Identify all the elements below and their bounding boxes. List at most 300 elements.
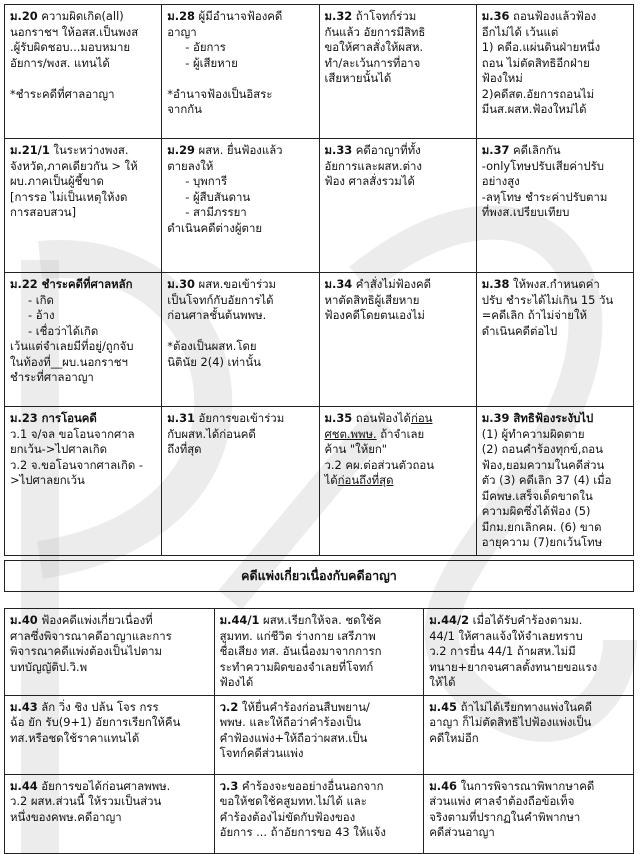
note-line: [482, 25, 628, 41]
note-line: [167, 40, 313, 56]
note-line: [482, 308, 628, 324]
note-line: [429, 825, 628, 841]
note-text: อาญา ก็ไม่ตัดสิทธิไปฟ้องแพ่งเป็น: [429, 715, 592, 729]
note-line: [482, 159, 628, 175]
note-line: [482, 324, 628, 340]
section-number: ม.36: [481, 9, 510, 23]
note-text: ฟ้องคดีโดยตนเองไม่: [324, 308, 425, 322]
note-text: - อ้าง: [28, 308, 55, 322]
section-number: ม.40: [10, 613, 38, 627]
note-line: [10, 205, 156, 221]
note-text: ถ้าโจทก์ร่วม: [352, 9, 417, 23]
note-line: [10, 370, 156, 386]
note-text: มีนส.ผสห.ฟ้องใหม่ได้: [481, 102, 587, 116]
note-text: .ผู้รับผิดชอบ...มอบหมาย: [10, 40, 131, 54]
note-line: [325, 442, 471, 458]
note-line: [10, 794, 209, 810]
note-text: (2) ถอนคำร้องทุกข์,ถอน: [481, 442, 603, 456]
note-line: [10, 339, 156, 355]
note-text: ฟ้องใหม่: [481, 71, 523, 85]
note-text: [การรอ ไม่เป็นเหตุให้งด: [10, 189, 128, 204]
note-text: 2)คดีสต.อัยการถอนไม่: [481, 86, 595, 101]
note-line: [10, 143, 156, 159]
note-text: มีกม.ยกเลิกคผ. (6) ขาด: [481, 519, 602, 534]
note-text: นิตินัย 2(4) เท่านั้น: [167, 354, 261, 369]
note-line: [10, 174, 156, 190]
note-text: กับผสห.ได้ก่อนคดี: [167, 426, 256, 441]
note-text: - บุพการี: [185, 174, 228, 188]
note-line: [482, 56, 628, 72]
note-text: ชื่อเสียง ทส. อันเนื่องมาจากการก: [219, 644, 382, 658]
note-cell: [319, 5, 476, 139]
note-text: ฟ้อง ศาลสั่งรวมได้: [324, 174, 415, 188]
note-text: [167, 324, 171, 338]
table-row: [5, 5, 634, 139]
note-line: [10, 427, 156, 443]
note-text: เมื่อได้รับคำร้องตามม.: [469, 613, 583, 627]
section-number: ม.21/1: [10, 143, 50, 157]
note-text: สูมทท. แก่ชีวิต ร่างกาย เสรีภาพ: [219, 628, 376, 643]
note-line: [482, 442, 628, 458]
note-line: [220, 629, 419, 645]
note-line: [482, 489, 628, 505]
note-line: [482, 9, 628, 25]
note-line: [167, 143, 313, 159]
note-cell: [424, 774, 634, 853]
note-text: ถ้าจำเลย: [376, 426, 425, 441]
note-text: ตัว (3) คดีเลิก 37 (4) เมื่อ: [481, 473, 612, 487]
note-line: [482, 458, 628, 474]
note-line: [482, 205, 628, 221]
note-text: คดีเลิกกัน: [509, 143, 561, 157]
note-text: มีคพษ.เสร็จเด็ดขาดใน: [481, 488, 593, 503]
note-line: [10, 779, 209, 795]
underlined-text: ก่อน: [410, 411, 433, 425]
note-text: คำร้องต้องไม่ขัดกับฟ้องของ: [219, 809, 356, 824]
note-line: [482, 87, 628, 103]
note-text: ให้ยื่นคำร้องก่อนสืบพยาน/: [238, 699, 370, 714]
note-cell: [476, 5, 633, 139]
note-line: [10, 277, 156, 293]
note-line: [167, 221, 313, 237]
note-line: [482, 143, 628, 159]
note-line: [325, 143, 471, 159]
note-text: ว.2 จ.ขอโอนจากศาลเกิด -: [10, 457, 144, 472]
note-line: [325, 277, 471, 293]
note-line: [325, 25, 471, 41]
note-cell: [214, 609, 424, 696]
note-cell: [5, 695, 215, 774]
section-number: ม.37: [481, 143, 510, 157]
note-cell: [319, 139, 476, 273]
note-cell: [162, 273, 319, 407]
note-text: ชำระที่ศาลอาญา: [10, 370, 94, 384]
note-text: ศาลซึ่งพิจารณาคดีอาญาและการ: [10, 628, 172, 643]
note-line: [482, 190, 628, 206]
note-text: [167, 71, 171, 85]
note-line: [167, 159, 313, 175]
section-number: ม.32: [324, 9, 353, 23]
note-text: ได้: [324, 473, 338, 487]
section-number: ม.39: [481, 411, 510, 425]
note-line: [220, 746, 419, 762]
note-line: [482, 520, 628, 536]
note-line: [325, 71, 471, 87]
note-text: อัยการขอได้ก่อนศาลพพษ.: [37, 778, 171, 793]
note-line: [482, 102, 628, 118]
note-text: อีกไม่ได้ เว้นแต่: [481, 24, 559, 39]
note-text: ว.2 การยื่น 44/1 ถ้าผสห.ไม่มี: [429, 644, 576, 658]
table-row: [5, 695, 634, 774]
note-cell: [5, 5, 162, 139]
note-line: [482, 40, 628, 56]
note-text: -ลหุโทษ ชำระค่าปรับตาม: [481, 189, 608, 204]
section-number: ม.20: [10, 9, 38, 23]
note-line: [482, 427, 628, 443]
note-text: ให้พงส.กำหนดค่า: [509, 277, 600, 291]
note-line: [429, 644, 628, 660]
note-line: [167, 71, 313, 87]
note-line: [482, 473, 628, 489]
note-line: [429, 779, 628, 795]
note-line: [429, 731, 628, 747]
note-line: [167, 190, 313, 206]
note-line: [482, 293, 628, 309]
section-number: ม.22: [10, 277, 38, 291]
note-line: [220, 644, 419, 660]
note-text: ค้าน "ให้ยก": [324, 442, 388, 456]
note-cell: [5, 139, 162, 273]
note-line: [482, 535, 628, 551]
note-cell: [5, 774, 215, 853]
note-text: ทำ/ละเว้นการที่อาจ: [324, 55, 421, 70]
note-text: ในท้องที่__ผบ.นอกราชฯ: [10, 354, 128, 369]
note-text: 44/1 ให้ศาลแจ้งให้จำเลยทราบ: [429, 628, 583, 643]
note-line: [10, 715, 209, 731]
note-line: [325, 159, 471, 175]
note-line: [167, 411, 313, 427]
note-line: [429, 660, 628, 676]
note-line: [10, 411, 156, 427]
section-number: ม.44/2: [429, 613, 470, 627]
note-text: ผสห. ยื่นฟ้องแล้ว: [194, 143, 283, 157]
note-line: [429, 715, 628, 731]
note-text: ถอนฟ้องได้: [352, 411, 411, 425]
note-text: จากกัน: [167, 102, 202, 116]
section-number: ม.34: [324, 277, 353, 291]
note-text: ฉ้อ ยัก รับ(9+1) อัยการเรียกให้คืน: [10, 715, 181, 729]
note-line: [220, 810, 419, 826]
note-line: [220, 794, 419, 810]
note-line: [10, 87, 156, 103]
note-line: [325, 174, 471, 190]
note-text: จังหวัด,ภาคเดียวกัน > ให้: [10, 158, 138, 173]
note-text: ความผิดเกิด(all): [37, 9, 124, 23]
note-cell: [5, 609, 215, 696]
note-text: คำสั่งไม่ฟ้องคดี: [352, 277, 432, 291]
note-line: [167, 174, 313, 190]
note-text: เป็นโจทก์กับอัยการได้: [167, 292, 274, 307]
note-text: ผสห.เรียกให้จล. ชดใช้ค: [259, 613, 382, 627]
note-line: [429, 700, 628, 716]
section-number: ม.45: [429, 699, 457, 714]
note-line: [325, 458, 471, 474]
note-text: อัยการ/พงส. แทนได้: [10, 55, 110, 70]
note-text: ถอน ไม่ตัดสิทธิอีกฝ่าย: [481, 55, 590, 70]
note-text: ฟ้องได้: [219, 675, 254, 689]
note-text: ดำเนินคดีต่อไป: [481, 323, 558, 338]
note-text: ว.2 คผ.ต่อส่วนตัวถอน: [324, 457, 434, 472]
note-text: นอกราชฯ ให้อสส.เป็นพงส: [10, 24, 139, 39]
note-line: [220, 731, 419, 747]
note-line: [220, 660, 419, 676]
note-text: ความผิดซึ่งได้ฟ้อง (5): [481, 504, 591, 518]
note-cell: [424, 695, 634, 774]
note-line: [220, 715, 419, 731]
note-line: [10, 613, 209, 629]
note-line: [482, 411, 628, 427]
note-text: เสียหายนั้นได้: [324, 71, 392, 85]
note-text: ขอให้ศาลสั่งให้ผสห.: [324, 40, 424, 54]
note-line: [429, 613, 628, 629]
note-line: [167, 293, 313, 309]
section-title: คดีแพ่งเกี่ยวเนื่องกับคดีอาญา: [4, 560, 634, 592]
note-line: [220, 613, 419, 629]
note-text: ฟ้องคดีแพ่งเกี่ยวเนื่องที่: [37, 613, 153, 627]
note-text: คดีใหม่อีก: [429, 730, 479, 745]
note-cell: [319, 407, 476, 556]
note-text: คดีอาญาที่ทั้ง: [352, 143, 421, 157]
note-text: อายุความ (7)ยกเว้นโทษ: [481, 535, 603, 549]
underlined-text: ก่อนถึงที่สุด: [337, 473, 394, 487]
note-line: [167, 87, 313, 103]
note-line: [167, 25, 313, 41]
note-cell: [476, 273, 633, 407]
note-line: [482, 277, 628, 293]
note-text: หนึ่งของคพษ.คดีอาญา: [10, 809, 122, 824]
table-row: [5, 407, 634, 556]
note-text: ถึงที่สุด: [167, 442, 202, 456]
note-text: หาตัดสิทธิผู้เสียหาย: [324, 292, 420, 307]
note-line: [10, 159, 156, 175]
note-line: [10, 190, 156, 206]
note-text: *อำนาจฟ้องเป็นอิสระ: [167, 86, 273, 101]
note-line: [325, 56, 471, 72]
note-line: [10, 629, 209, 645]
note-line: [325, 308, 471, 324]
note-line: [167, 308, 313, 324]
note-text: ส่วนแพ่ง ศาลจำต้องถือข้อเท็จ: [429, 794, 575, 808]
note-text: คดีส่วนอาญา: [429, 825, 495, 839]
note-line: [325, 473, 471, 489]
note-text: =คดีเลิก ถ้าไม่จ่ายให้: [481, 308, 588, 322]
note-cell: [319, 273, 476, 407]
note-text: - ผู้สืบสันดาน: [185, 189, 251, 204]
table-row: [5, 139, 634, 273]
note-text: ขอให้ชดใช้คสูมทท.ไม่ได้ และ: [219, 794, 367, 808]
section-number: ม.33: [324, 143, 353, 157]
note-text: ถ้าไม่ได้เรียกทางแพ่งในคดี: [456, 699, 593, 714]
note-line: [10, 644, 209, 660]
note-text: (1) ผู้ทำความผิดตาย: [481, 426, 585, 441]
note-line: [167, 324, 313, 340]
note-line: [220, 779, 419, 795]
note-line: [429, 794, 628, 810]
note-text: ปรับ ชำระได้ไม่เกิน 15 วัน: [481, 292, 614, 307]
note-line: [220, 700, 419, 716]
note-line: [167, 205, 313, 221]
note-text: ศชต.พพษ.: [324, 426, 377, 441]
note-text: ผบ.ภาคเป็นผู้ชี้ขาด: [10, 174, 104, 188]
note-text: - เชื่อว่าได้เกิด: [28, 323, 99, 338]
note-text: ระทำความผิดของจำเลยที่โจทก์: [219, 659, 374, 674]
note-line: [10, 25, 156, 41]
section-number: ม.46: [429, 778, 457, 793]
note-text: อัยการ ... ถ้าอัยการขอ 43 ให้แจ้ง: [219, 825, 386, 839]
note-text: อัยการและผสห.ต่าง: [324, 158, 422, 173]
note-text: ดำเนินคดีต่างผู้ตาย: [167, 220, 263, 235]
note-line: [167, 427, 313, 443]
note-text: - ผู้เสียหาย: [185, 55, 238, 70]
section-number: ม.28: [167, 9, 195, 23]
table-row: [5, 609, 634, 696]
note-cell: [5, 407, 162, 556]
note-line: [10, 700, 209, 716]
note-cell: [214, 774, 424, 853]
note-text: *ต้องเป็นผสห.โดย: [167, 339, 257, 353]
note-text: ในระหว่างพงส.: [49, 143, 129, 157]
note-text: >ไปศาลยกเว้น: [10, 473, 85, 487]
section-number: ม.31: [167, 411, 195, 425]
note-cell: [424, 609, 634, 696]
note-line: [325, 9, 471, 25]
note-line: [167, 56, 313, 72]
note-text: พิจารณาคดีแพ่งต้องเป็นไปตาม: [10, 644, 163, 658]
note-text: คำร้องจะขออย่างอื่นนอกจาก: [238, 778, 384, 793]
note-line: [10, 293, 156, 309]
note-text: อาญา: [167, 24, 197, 39]
note-cell: [476, 139, 633, 273]
note-line: [167, 339, 313, 355]
note-cell: [476, 407, 633, 556]
note-cell: [5, 273, 162, 407]
section-number: ม.43: [10, 699, 38, 714]
note-text: ให้ได้: [429, 675, 456, 689]
section-number: ว.2: [219, 699, 239, 714]
note-text: ว.1 จ/จล ขอโอนจากศาล: [10, 426, 135, 441]
note-line: [220, 825, 419, 841]
section-number: ม.23: [10, 411, 38, 425]
note-text: ถอนฟ้องแล้วฟ้อง: [509, 9, 597, 23]
note-line: [10, 473, 156, 489]
note-line: [10, 442, 156, 458]
table-row: [5, 273, 634, 407]
note-text: ก่อนศาลชั้นต้นพพษ.: [167, 308, 267, 322]
note-line: [325, 293, 471, 309]
note-text: อัยการขอเข้าร่วม: [194, 411, 285, 425]
note-text: ชำระคดีที่ศาลหลัก: [37, 277, 133, 291]
note-text: 1) คดีอ.แผ่นดินฝ่ายหนึ่ง: [481, 40, 601, 54]
note-line: [10, 355, 156, 371]
note-line: [167, 442, 313, 458]
note-text: - เกิด: [28, 292, 54, 307]
note-cell: [162, 407, 319, 556]
note-text: -onlyโทษปรับเสียค่าปรับ: [481, 158, 604, 173]
note-cell: [214, 695, 424, 774]
section-number: ม.44/1: [219, 613, 260, 627]
note-text: ตายลงให้: [167, 158, 214, 173]
note-text: ฟ้อง,ยอมความในคดีส่วน: [481, 457, 605, 472]
note-text: จริงตามที่ปรากฏในคำพิพากษา: [429, 809, 581, 824]
note-text: ทนาย+ยากจนศาลตั้งทนายขอแรง: [429, 659, 598, 674]
note-text: *ชำระคดีที่ศาลอาญา: [10, 86, 115, 101]
note-line: [10, 40, 156, 56]
note-line: [167, 102, 313, 118]
note-line: [10, 324, 156, 340]
note-cell: [162, 5, 319, 139]
note-line: [10, 308, 156, 324]
note-line: [429, 810, 628, 826]
note-line: [482, 174, 628, 190]
note-text: - สามีภรรยา: [185, 205, 247, 219]
note-text: อย่างสูง: [481, 174, 520, 188]
note-text: การโอนคดี: [37, 411, 97, 425]
section-number: ม.38: [481, 277, 510, 291]
note-text: ทส.หรือชดใช้ราคาแทนได้: [10, 730, 140, 745]
note-line: [482, 71, 628, 87]
note-text: คำฟ้องแพ่ง+ให้ถือว่าผสห.เป็น: [219, 730, 368, 745]
section-number: ม.44: [10, 778, 38, 793]
section-number: ม.30: [167, 277, 195, 291]
top-notes-table: [4, 4, 634, 556]
note-text: การสอบสวน]: [10, 205, 77, 219]
note-text: ผสห.ขอเข้าร่วม: [194, 277, 277, 291]
note-line: [325, 427, 471, 443]
note-line: [167, 277, 313, 293]
section-number: ว.3: [219, 778, 239, 793]
note-text: โจทก์คดีส่วนแพ่ง: [219, 746, 304, 760]
note-line: [10, 56, 156, 72]
note-line: [10, 9, 156, 25]
note-line: [167, 9, 313, 25]
note-line: [167, 355, 313, 371]
note-line: [325, 40, 471, 56]
note-text: พพษ. และให้ถือว่าคำร้องเป็น: [219, 715, 361, 729]
note-text: กันแล้ว อัยการมีสิทธิ: [324, 24, 426, 39]
note-text: ในการพิจารณาพิพากษาคดี: [456, 778, 595, 793]
note-line: [10, 731, 209, 747]
note-line: [220, 675, 419, 691]
section-number: ม.29: [167, 143, 195, 157]
note-text: - อัยการ: [185, 40, 226, 54]
note-line: [10, 660, 209, 676]
note-text: ผู้มีอำนาจฟ้องคดี: [194, 9, 283, 23]
note-cell: [162, 139, 319, 273]
note-text: ที่พงส.เปรียบเทียบ: [481, 205, 570, 219]
note-line: [325, 411, 471, 427]
note-text: [10, 71, 14, 85]
note-line: [429, 675, 628, 691]
note-line: [482, 504, 628, 520]
table-row: [5, 774, 634, 853]
note-line: [429, 629, 628, 645]
note-line: [10, 71, 156, 87]
note-line: [10, 458, 156, 474]
note-text: สิทธิฟ้องระงับไป: [509, 411, 594, 425]
note-line: [10, 810, 209, 826]
note-text: ยกเว้น->ไปศาลเกิด: [10, 442, 108, 456]
note-text: ลัก วิ่ง ชิง ปล้น โจร กรร: [37, 699, 159, 714]
